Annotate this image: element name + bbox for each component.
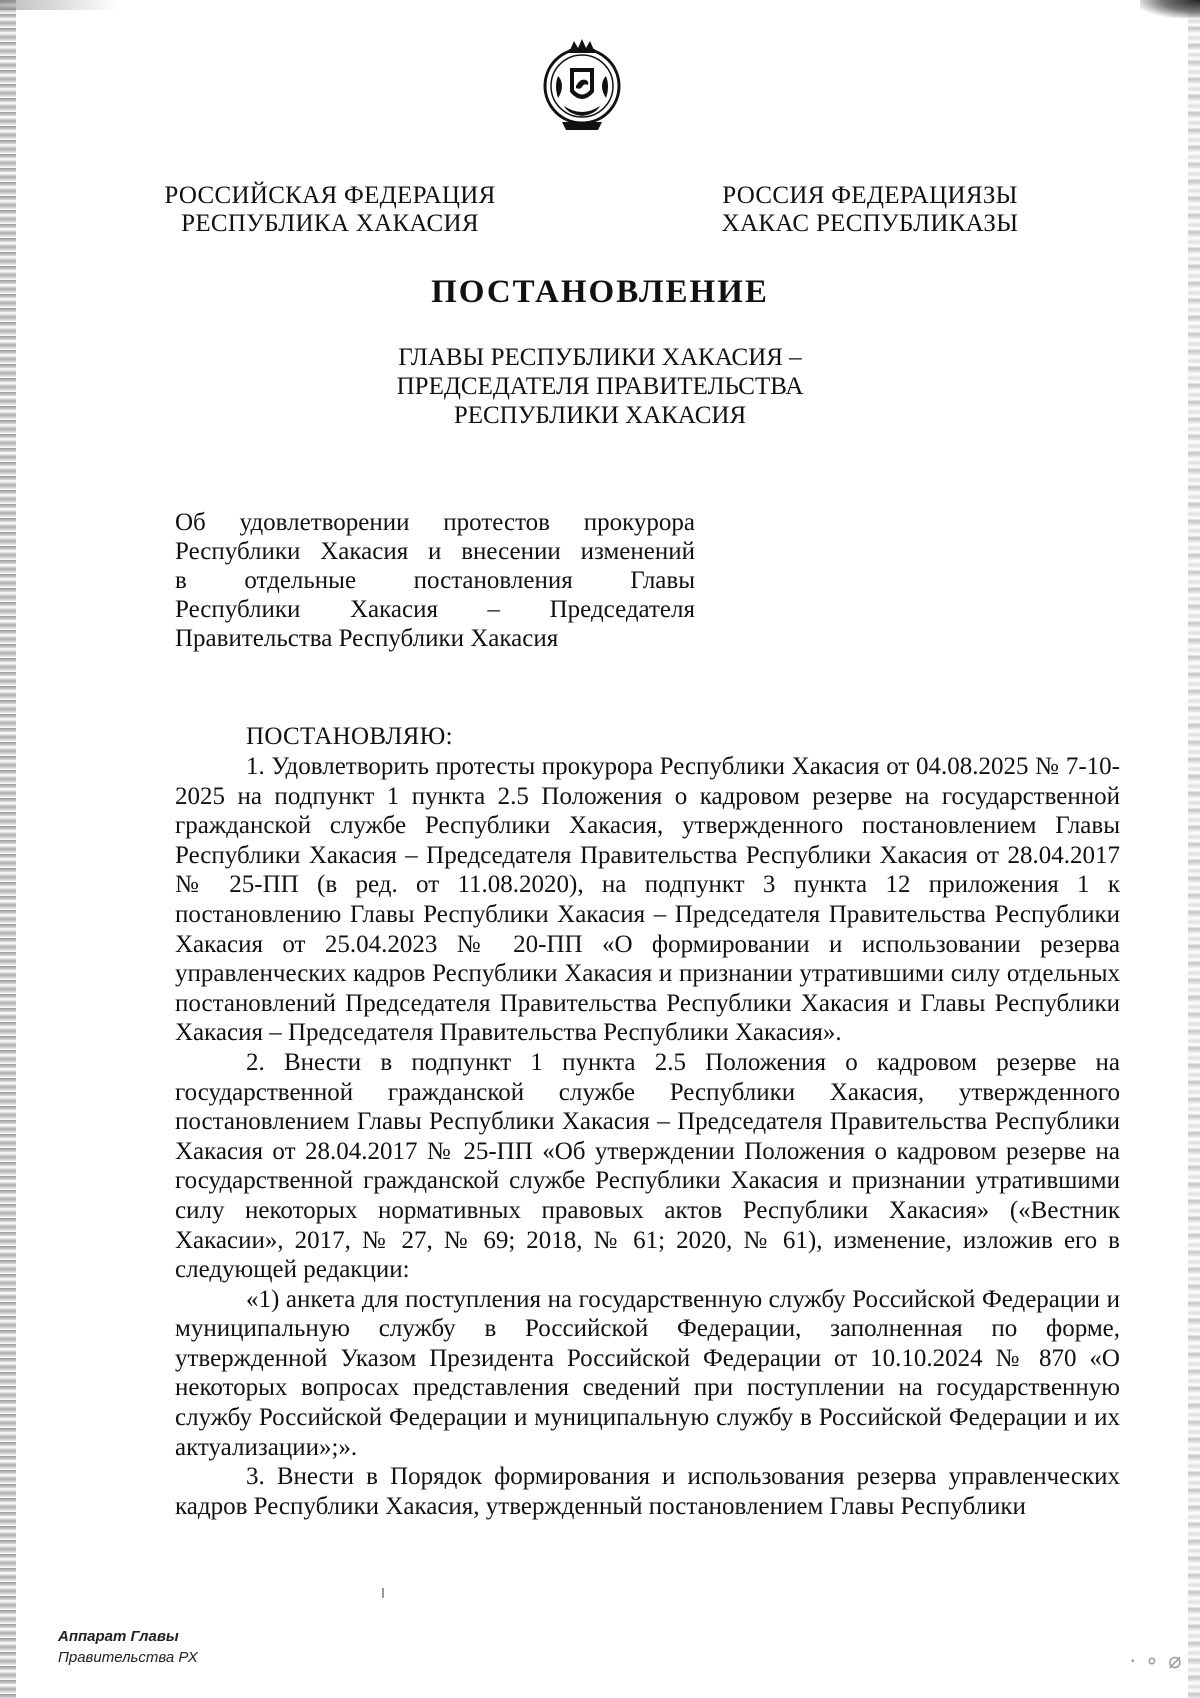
scan-edge-right: [1188, 0, 1200, 1698]
header-right-line1: РОССИЯ ФЕДЕРАЦИЯЗЫ: [722, 182, 1018, 209]
header-right: [690, 182, 1050, 238]
coat-of-arms-icon: [540, 36, 624, 144]
document-body: [175, 752, 1120, 1521]
authority-line1: ГЛАВЫ РЕСПУБЛИКИ ХАКАСИЯ –: [398, 344, 802, 371]
scan-edge-left: [0, 0, 16, 1698]
paragraph-3: «1) анкета для поступления на государственную службу Российской Федерации и муниципальную службу в Российской Федерации, заполненная по форме, утвержденной Указом Президента Российской Федерации от 10.10.2024 № 870 «О некоторых вопросах представления сведений при поступлении на государственную службу Российской Федерации и муниципальную службу в Российской Федерации и их актуализации»;».: [175, 1285, 1120, 1461]
subject-line3: в отдельные постановления Главы: [175, 567, 695, 594]
office-stamp: [58, 1626, 198, 1668]
subject-line2: Республики Хакасия и внесении изменений: [175, 538, 695, 565]
authority-line2: ПРЕДСЕДАТЕЛЯ ПРАВИТЕЛЬСТВА: [396, 373, 804, 400]
stamp-line1: Аппарат Главы: [58, 1628, 179, 1645]
header-right-line2: ХАКАС РЕСПУБЛИКАЗЫ: [721, 210, 1019, 237]
scan-margin-mark: ∙ ∘ ⌀: [1130, 1648, 1184, 1673]
document-type-title: ПОСТАНОВЛЕНИЕ: [431, 274, 769, 310]
header-left: [140, 182, 520, 238]
header-left-line2: РЕСПУБЛИКА ХАКАСИЯ: [181, 210, 479, 237]
stamp-line2: Правительства РХ: [58, 1649, 198, 1666]
decree-word: ПОСТАНОВЛЯЮ:: [246, 723, 453, 750]
document-subject: [175, 508, 695, 653]
subject-line5: Правительства Республики Хакасия: [175, 625, 559, 652]
paragraph-1: 1. Удовлетворить протесты прокурора Республики Хакасия от 04.08.2025 № 7-10-2025 на подпункт 1 пункта 2.5 Положения о кадровом резерве на государственной гражданской службе Республики Хакасия, утвержденного постановлением Главы Республики Хакасия – Председателя Правительства Республики Хакасия от 28.04.2017 № 25-ПП (в ред. от 11.08.2020), на подпункт 3 пункта 12 приложения 1 к постановлению Главы Республики Хакасия – Председателя Правительства Республики Хакасия от 25.04.2023 № 20-ПП «О формировании и использовании резерва управленческих кадров Республики Хакасия и признании утратившими силу отдельных постановлений Председателя Правительства Республики Хакасия и Главы Республики Хакасия – Председателя Правительства Республики Хакасия».: [175, 753, 1120, 1047]
scan-corner-top-left: [0, 0, 120, 10]
header-left-line1: РОССИЙСКАЯ ФЕДЕРАЦИЯ: [164, 182, 496, 209]
scan-artifact-dot: [382, 1588, 384, 1598]
subject-line1: Об удовлетворении протестов прокурора: [175, 509, 695, 536]
issuing-authority: [0, 343, 1200, 430]
paragraph-2: 2. Внести в подпункт 1 пункта 2.5 Положения о кадровом резерве на государственной гражданской службе Республики Хакасия, утвержденного постановлением Главы Республики Хакасия – Председателя Правительства Республики Хакасия от 28.04.2017 № 25-ПП «Об утверждении Положения о кадровом резерве на государственной гражданской службе Республики Хакасия и признании утратившими силу некоторых нормативных правовых актов Республики Хакасия» («Вестник Хакасии», 2017, № 27, № 69; 2018, № 61; 2020, № 61), изменение, изложив его в следующей редакции:: [175, 1048, 1120, 1284]
paragraph-4: 3. Внести в Порядок формирования и использования резерва управленческих кадров Республики Хакасия, утвержденный постановлением Главы Республики: [175, 1463, 1120, 1520]
authority-line3: РЕСПУБЛИКИ ХАКАСИЯ: [453, 402, 747, 429]
scan-corner-top-right: [1140, 0, 1200, 18]
subject-line4: Республики Хакасия – Председателя: [175, 596, 695, 623]
